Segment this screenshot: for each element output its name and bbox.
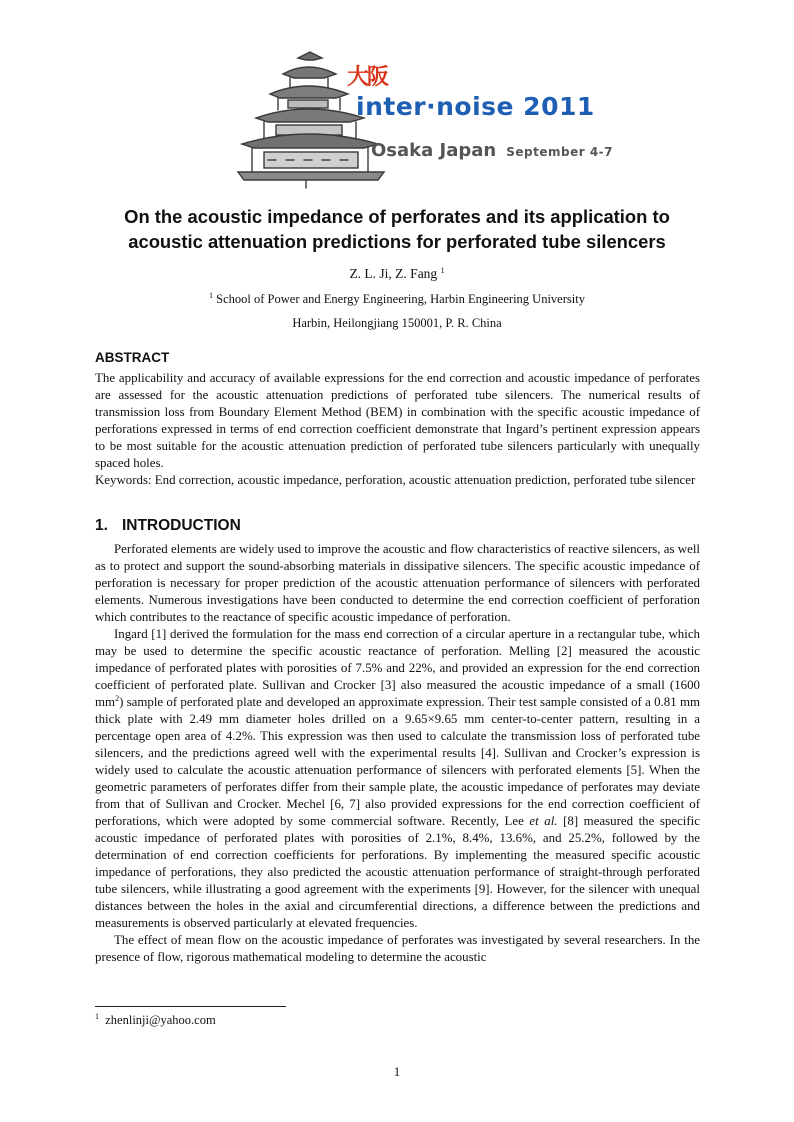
affiliation-text: School of Power and Energy Engineering, Harbin Engineering University <box>216 292 585 306</box>
section-heading-introduction <box>95 517 241 535</box>
title-line-1: On the acoustic impedance of perforates and its application to <box>124 206 670 227</box>
intro-p2-part-b: ) sample of perforated plate and developed an approximate expression. Their test sample consisted of a 0.81 mm thick plate with 2.49 mm diameter holes drilled on a 9.65×9.65 mm center-to-center pattern, resulting in a percentage open area of 4.2%. This expression was then used to calculate the transmission loss of perforated tube silencers, and the predictions agreed well with the experimental results [4]. Sullivan and Crocker’s expression is widely used to calculate the acoustic attenuation performance of silencers with perforated elements [5]. When the geometric parameters of perforates differ from their sample plate, the acoustic impedance of perforates may deviate from that of Sullivan and Crocker. Mechel [6, 7] also provided expressions for the end correction coefficient of perforations, which were adopted by some commercial software. Recently, Lee <box>95 695 700 828</box>
abstract-text: The applicability and accuracy of available expressions for the end correction and acoustic impedance of perforates are assessed for the acoustic attenuation predictions of perforated tube silencers. The numerical results of transmission loss from Boundary Element Method (BEM) in combination with the specific acoustic impedance of perforations expressed in terms of end correction coefficient demonstrate that Ingard’s pertinent expression appears to be most suitable for the acoustic attenuation prediction of perforated tube silencers particularly with unequally spaced holes. <box>95 371 700 470</box>
footnote-email: zhenlinji@yahoo.com <box>105 1013 216 1027</box>
abstract-heading: ABSTRACT <box>95 350 170 365</box>
author-footnote-mark: 1 <box>440 266 445 275</box>
page-number: 1 <box>393 1064 401 1079</box>
conference-location <box>371 140 613 161</box>
intro-paragraph-3: The effect of mean flow on the acoustic impedance of perforates was investigated by several researchers. In the presence of flow, rigorous mathematical modeling to determine the acoustic <box>95 933 700 964</box>
abstract-body <box>95 370 700 489</box>
intro-p2-etal: et al. <box>529 814 558 828</box>
intro-p2-part-a: Ingard [1] derived the formulation for the mass end correction of a circular aperture in a rectangular tube, which may be used to determine the specific acoustic reactance of perforation. Melling [2] measured the acoustic impedance of perforated plates with porosities of 7.5% and 22%, and provided an expression for the end correction coefficient of perforated plate. Sullivan and Crocker [3] also measured the acoustic impedance of a small (1600 mm <box>95 627 700 709</box>
conference-name: inter·noise 2011 <box>356 92 595 121</box>
section-number: 1. <box>95 517 108 534</box>
keywords: Keywords: End correction, acoustic impedance, perforation, acoustic attenuation prediction, perforated tube silencer <box>95 473 696 487</box>
section-title: INTRODUCTION <box>121 517 241 534</box>
footnote <box>95 1013 216 1028</box>
title-line-2: acoustic attenuation predictions for perforated tube silencers <box>128 231 666 252</box>
affiliation-mark: 1 <box>209 291 214 300</box>
intro-p2-part-c: [8] measured the specific acoustic impedance of perforated plates with porosities of 2.1%, 8.4%, 13.6%, and 25.2%, followed by the determination of end correction coefficients for perforations. By implementing the measured specific acoustic impedance of perforations, they also predicted the acoustic attenuation performance of straight-through perforated tube silencers, while illustrating a good agreement with the experiments [9]. However, for the silencer with unequal distances between the holes in the axial and circumferential directions, a difference between the predictions and measurements is observed particularly at elevated frequencies. <box>95 814 700 930</box>
affiliation-line-1 <box>0 292 794 307</box>
author-names: Z. L. Ji, Z. Fang <box>349 266 438 281</box>
intro-paragraph-1: Perforated elements are widely used to improve the acoustic and flow characteristics of reactive silencers, as well as to protect and support the sound-absorbing materials in dissipative silencers. The specific acoustic impedance of perforation is necessary for proper prediction of the acoustic attenuation performance of silencers with perforated elements. Numerous investigations have been conducted to determine the end correction coefficient of perforation which contributes to the reactance of specific acoustic impedance of perforation. <box>95 542 700 624</box>
conference-place: Osaka Japan <box>371 140 497 161</box>
affiliation-line-2: Harbin, Heilongjiang 150001, P. R. China <box>292 316 502 330</box>
footnote-divider <box>95 1006 286 1007</box>
conference-dates: September 4-7 <box>506 145 614 159</box>
intro-p2-superscript: 2 <box>115 694 120 703</box>
intro-paragraph-2 <box>95 626 700 932</box>
footnote-mark: 1 <box>95 1012 99 1021</box>
authors <box>0 266 794 282</box>
logo-japanese-text: 大阪 <box>347 65 388 90</box>
introduction-body <box>95 541 700 966</box>
paper-title <box>60 204 734 254</box>
